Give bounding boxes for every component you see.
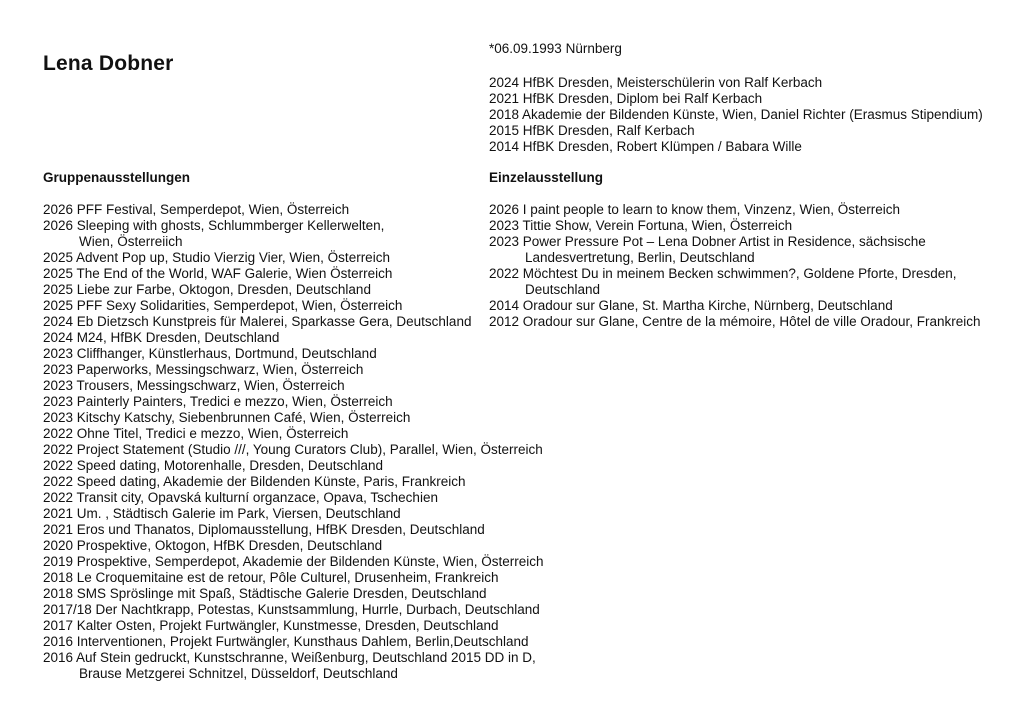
exhibition-line: 2012 Oradour sur Glane, Centre de la mémoire, Hôtel de ville Oradour, Frankreich xyxy=(489,314,981,329)
exhibition-line: Landesvertretung, Berlin, Deutschland xyxy=(525,250,755,265)
exhibition-line: 2022 Project Statement (Studio ///, Young Curators Club), Parallel, Wien, Österreich xyxy=(43,442,543,457)
exhibition-line: 2019 Prospektive, Semperdepot, Akademie der Bildenden Künste, Wien, Österreich xyxy=(43,554,544,569)
exhibition-line: 2023 Paperworks, Messingschwarz, Wien, Österreich xyxy=(43,362,364,377)
exhibition-line: 2022 Transit city, Opavská kulturní organzace, Opava, Tschechien xyxy=(43,490,438,505)
exhibition-line: 2014 Oradour sur Glane, St. Martha Kirche, Nürnberg, Deutschland xyxy=(489,298,893,313)
page-title: Lena Dobner xyxy=(43,52,174,76)
education-line: 2024 HfBK Dresden, Meisterschülerin von Ralf Kerbach xyxy=(489,75,823,90)
exhibition-line: Deutschland xyxy=(525,282,601,297)
exhibition-line: 2022 Speed dating, Motorenhalle, Dresden, Deutschland xyxy=(43,458,383,473)
exhibition-line: 2022 Ohne Titel, Tredici e mezzo, Wien, Österreich xyxy=(43,426,349,441)
exhibition-line: 2025 Advent Pop up, Studio Vierzig Vier, Wien, Österreich xyxy=(43,250,390,265)
exhibition-line: 2025 Liebe zur Farbe, Oktogon, Dresden, Deutschland xyxy=(43,282,371,297)
exhibition-line: 2026 I paint people to learn to know them, Vinzenz, Wien, Österreich xyxy=(489,202,900,217)
exhibition-line: 2020 Prospektive, Oktogon, HfBK Dresden, Deutschland xyxy=(43,538,383,553)
birth-date-line: *06.09.1993 Nürnberg xyxy=(489,41,622,56)
exhibition-line: 2016 Auf Stein gedruckt, Kunstschranne, Weißenburg, Deutschland 2015 DD in D, xyxy=(43,650,536,665)
exhibition-line: 2026 PFF Festival, Semperdepot, Wien, Österreich xyxy=(43,202,350,217)
exhibition-line: 2024 M24, HfBK Dresden, Deutschland xyxy=(43,330,280,345)
solo-exhibitions-list xyxy=(489,202,980,330)
exhibition-line: 2023 Kitschy Katschy, Siebenbrunnen Café, Wien, Österreich xyxy=(43,410,411,425)
education-list xyxy=(489,75,983,155)
solo-exhibitions-heading: Einzelausstellung xyxy=(489,170,604,185)
exhibition-line: 2022 Möchtest Du in meinem Becken schwimmen?, Goldene Pforte, Dresden, xyxy=(489,266,957,281)
exhibition-line: 2021 Um. , Städtisch Galerie im Park, Viersen, Deutschland xyxy=(43,506,401,521)
education-line: 2021 HfBK Dresden, Diplom bei Ralf Kerbach xyxy=(489,91,763,106)
education-line: 2018 Akademie der Bildenden Künste, Wien, Daniel Richter (Erasmus Stipendium) xyxy=(489,107,983,122)
exhibition-line: 2023 Painterly Painters, Tredici e mezzo, Wien, Österreich xyxy=(43,394,393,409)
exhibition-line: 2024 Eb Dietzsch Kunstpreis für Malerei, Sparkasse Gera, Deutschland xyxy=(43,314,472,329)
group-exhibitions-list xyxy=(43,202,544,682)
exhibition-line: 2018 Le Croquemitaine est de retour, Pôle Culturel, Drusenheim, Frankreich xyxy=(43,570,499,585)
exhibition-line: 2018 SMS Spröslinge mit Spaß, Städtische Galerie Dresden, Deutschland xyxy=(43,586,487,601)
exhibition-line: Brause Metzgerei Schnitzel, Düsseldorf, Deutschland xyxy=(79,666,398,681)
education-line: 2015 HfBK Dresden, Ralf Kerbach xyxy=(489,123,695,138)
exhibition-line: 2023 Trousers, Messingschwarz, Wien, Österreich xyxy=(43,378,345,393)
exhibition-line: 2025 The End of the World, WAF Galerie, Wien Österreich xyxy=(43,266,393,281)
exhibition-line: 2017/18 Der Nachtkrapp, Potestas, Kunstsammlung, Hurrle, Durbach, Deutschland xyxy=(43,602,540,617)
exhibition-line: 2023 Power Pressure Pot – Lena Dobner Artist in Residence, sächsische xyxy=(489,234,926,249)
exhibition-line: 2023 Tittie Show, Verein Fortuna, Wien, Österreich xyxy=(489,218,793,233)
education-line: 2014 HfBK Dresden, Robert Klümpen / Babara Wille xyxy=(489,139,802,154)
exhibition-line: 2022 Speed dating, Akademie der Bildenden Künste, Paris, Frankreich xyxy=(43,474,466,489)
group-exhibitions-heading: Gruppenausstellungen xyxy=(43,170,191,185)
exhibition-line: 2017 Kalter Osten, Projekt Furtwängler, Kunstmesse, Dresden, Deutschland xyxy=(43,618,499,633)
exhibition-line: Wien, Österreiich xyxy=(79,234,183,249)
exhibition-line: 2021 Eros und Thanatos, Diplomausstellung, HfBK Dresden, Deutschland xyxy=(43,522,485,537)
exhibition-line: 2016 Interventionen, Projekt Furtwängler, Kunsthaus Dahlem, Berlin,Deutschland xyxy=(43,634,529,649)
exhibition-line: 2023 Cliffhanger, Künstlerhaus, Dortmund, Deutschland xyxy=(43,346,377,361)
exhibition-line: 2025 PFF Sexy Solidarities, Semperdepot, Wien, Österreich xyxy=(43,298,403,313)
exhibition-line: 2026 Sleeping with ghosts, Schlummberger Kellerwelten, xyxy=(43,218,385,233)
